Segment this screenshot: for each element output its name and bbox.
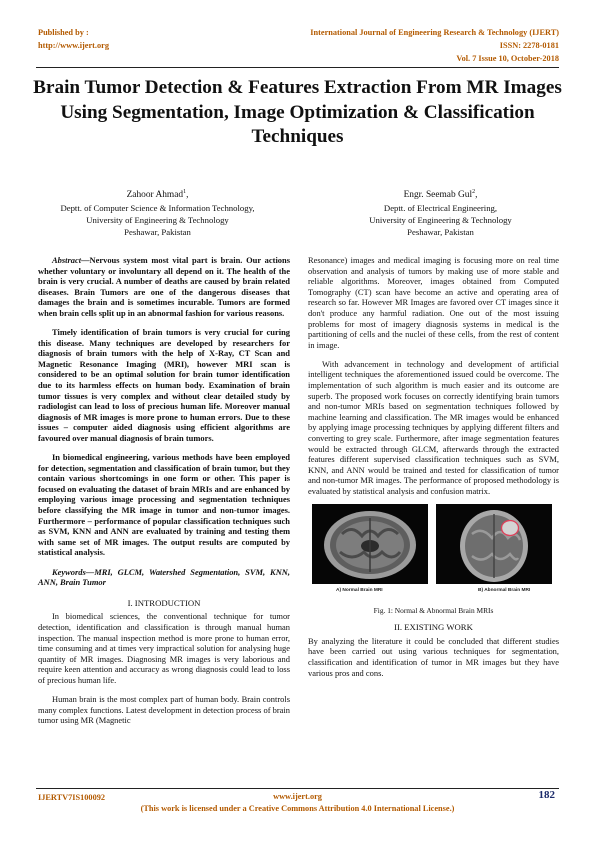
author-name: Zahoor Ahmad$^1$,	[126, 189, 189, 201]
normal-brain-mri-image	[312, 504, 428, 584]
figure-mri	[308, 504, 559, 602]
abnormal-brain-mri-image	[436, 504, 552, 584]
author-university: University of Engineering & Technology	[369, 214, 512, 225]
published-by-label: Published by :	[38, 28, 89, 37]
author-city: Peshawar, Pakistan	[124, 227, 191, 238]
author-block-2	[318, 186, 563, 239]
author-name: Engr. Seemab Gul$^2$,	[403, 189, 478, 201]
header-journal	[310, 26, 559, 65]
author-university: University of Engineering & Technology	[86, 214, 229, 225]
body-paragraph: By analyzing the literature it could be concluded that different studies have been carried out using various techniques for segmentation, classification and identification of tumor in MR images but they have various pros and cons.	[308, 635, 559, 678]
section-heading-existing-work: II. EXISTING WORK	[394, 622, 473, 633]
author-block-1	[40, 186, 275, 239]
page-number: 182	[538, 789, 555, 801]
left-column	[38, 255, 290, 726]
author-city: Peshawar, Pakistan	[407, 227, 474, 238]
keywords-label: Keywords	[52, 566, 86, 577]
figure-label-a: A) Normal Brain MRI	[336, 587, 383, 593]
footer-site-link[interactable]: www.ijert.org	[273, 792, 322, 801]
paper-code: IJERTV7IS100092	[38, 793, 106, 802]
header-divider	[36, 67, 559, 68]
body-paragraph: Resonance) images and medical imaging is focusing more on real time observation and analysis of tumors by making use of more stable and reliable algorithms. Moreover, images obtained from Computed Tomography (CT) scan have become an active and operating area of research so far. However MR Images are favored over CT images since it don't produce any harmful radiation. One out of the most issuing problems for most of imagery diagnosis systems in medical is the partitioning of cells and the nuclei of these cells, from the rest of content in image.	[308, 255, 559, 350]
abstract-label: Abstract	[52, 255, 82, 265]
abstract-paragraph: Timely identification of brain tumors is very crucial for curing this disease. Many techniques are developed by researchers for diagnosis of brain tumors with the help of X-Ray, CT Scan and Magnetic Resonance Imaging (MRI), however MRI scan is considered to be an optimal solution for brain tumor identification due to its harmless effects on human body. Examination of brain tumor tissues is very complex and without clear detailed study by radiologist can lead to loss of precious human life. Moreover manual diagnosis of MR images is more prone to human errors. Due to these issues – computer aided diagnosis using efficient algorithms are favoured over manual diagnosis of brain tumors.	[38, 327, 290, 443]
abstract-paragraph: Abstract—Nervous system most vital part is brain. Our actions whether voluntary or involuntary all depend on it. The health of the brain is very crucial. A number of deaths are caused by brain related diseases. Brain Tumors are one of the dangerous diseases that damages the brain and is sometimes incurable. Tumors are formed when brain cells split up in an abnormal fashion for various reasons.	[38, 255, 290, 318]
license-note: (This work is licensed under a Creative Commons Attribution 4.0 International License.)	[140, 804, 455, 813]
figure-label-b: B) Abnormal Brain MRI	[478, 587, 531, 593]
issn: ISSN: 2278-0181	[499, 41, 559, 50]
footer-center	[0, 791, 595, 815]
right-column	[308, 255, 559, 678]
body-paragraph: In biomedical sciences, the conventional technique for tumor detection, identification and classification is through manual human inspection. The manual inspection method is more prone to human error, time consuming and at times very impractical solution for analysing huge quantity of MR images. Diagnosing MR images is very laborious and require keen attention and accuracy as wrong diagnosis could lead to loss of precious human life.	[38, 611, 290, 685]
volume-issue: Vol. 7 Issue 10, October-2018	[456, 54, 559, 63]
author-dept: Deptt. of Computer Science & Information Technology,	[60, 202, 255, 213]
site-url-link[interactable]: http://www.ijert.org	[38, 41, 109, 50]
header-publisher	[38, 26, 109, 52]
section-heading-introduction: I. INTRODUCTION	[127, 597, 201, 608]
abstract-paragraph: In biomedical engineering, various methods have been employed for detection, segmentation and classification of brain tumor, but they contain various shortcomings in one form or other. This paper is focused on evaluating the dataset of brain MRIs and are enhanced by employing various image processing and segmentation techniques before classifying the MR image in tumor and non-tumor images. Furthermore – performance of popular classification techniques such as SVM, KNN and ANN are evaluated by training and testing them with same set of MR images. The output results are computed by statistical analysis.	[38, 452, 290, 558]
keywords: Keywords—MRI, GLCM, Watershed Segmentation, SVM, KNN, ANN, Brain Tumor	[38, 566, 290, 588]
figure-caption: Fig. 1: Normal & Abnormal Brain MRIs	[373, 605, 494, 615]
body-paragraph: Human brain is the most complex part of human body. Brain controls many complex functions. Latest development in detection process of brain tumor using MR (Magnetic	[38, 693, 290, 726]
author-dept: Deptt. of Electrical Engineering,	[383, 202, 498, 213]
paper-title: Brain Tumor Detection & Features Extraction From MR Images Using Segmentation, Image Optimization & Classification Techniques	[33, 77, 562, 147]
body-paragraph: With advancement in technology and development of artificial intelligent techniques the aforementioned issued could be overcome. The implementation of such algorithm is much easier and its outcome are superb. The proposed work focuses on correctly identifying brain tumors and non-tumor MRIs based on segmentation techniques followed by machine learning and classification. The MR images would be enhanced by applying image processing techniques by applying different filters and converting to grey scale. Furthermore, after image segmentation features would be extracted through GLCM, afterwards through the extracted features different supervised classification techniques such as SVM, KNN, and ANN would be trained and tested for classification of tumor and non-tumor MR images. The performance of proposed methodology is evaluated by statistical analysis and confusion matrix.	[308, 358, 559, 496]
footer-divider	[36, 788, 559, 789]
journal-name: International Journal of Engineering Research & Technology (IJERT)	[310, 28, 559, 37]
